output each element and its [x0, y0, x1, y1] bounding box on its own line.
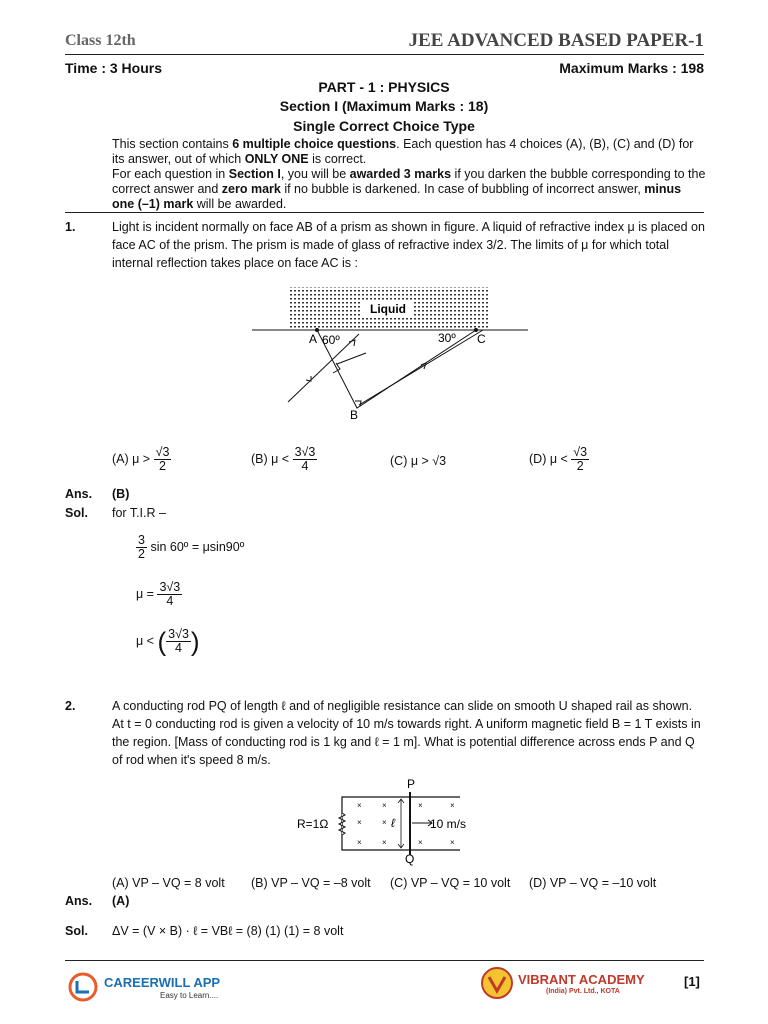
q1-sol-eq3: μ < ( $\frac{3√3}{4}$ ) — [136, 626, 200, 657]
paper-title: JEE ADVANCED BASED PAPER-1 — [408, 30, 704, 51]
q2-number: 2. — [65, 699, 76, 713]
q1-sol-line1: for T.I.R – — [112, 506, 166, 520]
svg-text:×: × — [357, 838, 362, 847]
svg-text:×: × — [382, 818, 387, 827]
label-p: P — [407, 777, 416, 791]
vibrant-name: VIBRANT ACADEMY — [518, 972, 645, 987]
exit-ray — [359, 330, 483, 405]
section-divider — [65, 212, 704, 213]
label-b: B — [350, 408, 359, 422]
svg-text:×: × — [382, 801, 387, 810]
question-type: Single Correct Choice Type — [293, 118, 475, 134]
q1-sol-eq2: μ = $\frac{3√3}{4}$ — [136, 580, 181, 608]
label-30: 30º — [438, 331, 456, 345]
rail-figure — [290, 775, 480, 867]
svg-text:×: × — [357, 818, 362, 827]
svg-text:×: × — [357, 801, 362, 810]
label-v: 10 m/s — [430, 817, 467, 831]
svg-text:×: × — [418, 801, 423, 810]
q2-ans-label: Ans. — [65, 894, 93, 908]
q2-option-a[interactable]: (A) VP – VQ = 8 volt — [112, 876, 225, 890]
q2-text: A conducting rod PQ of length ℓ and of negligible resistance can slide on smooth U shaped rail as shown. At t = 0 conducting rod is given a velocity of 10 m/s towards right. A uniform magnetic field B = 1 T exists in the region. [Mass of conducting rod is 1 kg and ℓ = 1 m]. What is potential difference across ends P and Q of rod when it's speed 8 m/s. — [112, 699, 701, 767]
section-title: Section I (Maximum Marks : 18) — [279, 98, 489, 114]
q2-ans: (A) — [112, 894, 130, 908]
svg-text:×: × — [418, 838, 423, 847]
q1-option-d[interactable]: (D) μ < $\frac{√3}{2}$ — [529, 445, 588, 473]
q1-ans: (B) — [112, 487, 130, 501]
footer-divider — [65, 960, 704, 961]
q1-sol-eq1: $\frac{3}{2}$ sin 60º = μsin90º — [138, 533, 245, 561]
reflected-ray — [337, 353, 366, 364]
svg-text:×: × — [450, 801, 455, 810]
page-number: [1] — [684, 974, 700, 989]
prism-figure — [250, 282, 530, 422]
class-label: Class 12th — [65, 32, 136, 49]
q1-text: Light is incident normally on face AB of a prism as shown in figure. A liquid of refractive index μ is placed on face AC of the prism. The prism is made of glass of refractive index 3/2. The limits of μ for which total internal reflection takes place on face AC is : — [112, 220, 705, 270]
vibrant-sub: (India) Pvt. Ltd., KOTA — [546, 988, 620, 995]
q2-option-c[interactable]: (C) VP – VQ = 10 volt — [390, 876, 511, 890]
q2-sol: ΔV = (V × B) · ℓ = VBℓ = (8) (1) (1) = 8 volt — [112, 924, 344, 938]
header-divider — [65, 54, 704, 55]
careerwill-name: CAREERWILL APP — [104, 975, 221, 990]
q1-option-c[interactable]: (C) μ > √3 — [390, 454, 447, 468]
q1-ans-label: Ans. — [65, 487, 93, 501]
q2-sol-label: Sol. — [65, 924, 88, 938]
vibrant-emblem — [480, 966, 514, 1000]
liquid-label: Liquid — [370, 302, 406, 316]
time-label: Time : 3 Hours — [65, 60, 162, 76]
careerwill-icon — [68, 972, 98, 1002]
q1-sol-label: Sol. — [65, 506, 88, 520]
instructions-para-2: For each question in Section I, you will be awarded 3 marks if you darken the bubble corresponding to the correct answer and zero mark if no bubble is darkened. In case of bubbling of incorrect answer, minus one (–1) mark will be awarded. — [112, 167, 706, 211]
instructions-para-1: This section contains 6 multiple choice questions. Each question has 4 choices (A), (B), (C) and (D) for its answer, out of which ONLY ONE is correct. — [112, 137, 694, 166]
label-a: A — [309, 332, 318, 346]
label-c: C — [477, 332, 486, 346]
q2-option-d[interactable]: (D) VP – VQ = –10 volt — [529, 876, 657, 890]
svg-text:×: × — [382, 838, 387, 847]
label-q: Q — [405, 852, 415, 866]
label-r: R=1Ω — [297, 817, 329, 831]
resistor — [339, 813, 345, 835]
q1-number: 1. — [65, 220, 76, 234]
part-title: PART - 1 : PHYSICS — [318, 79, 450, 95]
careerwill-tagline: Easy to Learn.... — [160, 991, 219, 1000]
max-marks: Maximum Marks : 198 — [559, 60, 704, 76]
q1-option-b[interactable]: (B) μ < $\frac{3√3}{4}$ — [251, 445, 316, 473]
label-60: 60º — [322, 333, 340, 347]
q1-option-a[interactable]: (A) μ > $\frac{√3}{2}$ — [112, 445, 170, 473]
q2-option-b[interactable]: (B) VP – VQ = –8 volt — [251, 876, 371, 890]
label-l: ℓ — [391, 816, 395, 830]
svg-text:×: × — [450, 838, 455, 847]
